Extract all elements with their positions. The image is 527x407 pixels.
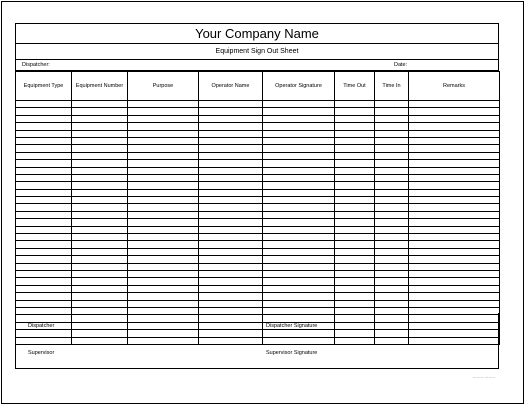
- table-cell[interactable]: [199, 211, 263, 218]
- table-row: [16, 226, 500, 233]
- table-cell[interactable]: [335, 248, 375, 255]
- table-cell[interactable]: [72, 182, 128, 189]
- table-cell[interactable]: [16, 278, 72, 285]
- table-body: [16, 101, 500, 345]
- table-cell[interactable]: [335, 204, 375, 211]
- table-cell[interactable]: [72, 263, 128, 270]
- table-cell[interactable]: [128, 167, 199, 174]
- table-row: [16, 182, 500, 189]
- table-cell[interactable]: [263, 204, 335, 211]
- dispatcher-signature-field-line[interactable]: [336, 329, 486, 330]
- table-cell[interactable]: [128, 137, 199, 144]
- table-cell[interactable]: [263, 189, 335, 196]
- table-cell[interactable]: [16, 248, 72, 255]
- table-cell[interactable]: [128, 123, 199, 130]
- table-cell[interactable]: [409, 145, 500, 152]
- table-cell[interactable]: [128, 174, 199, 181]
- table-cell[interactable]: [199, 300, 263, 307]
- table-cell[interactable]: [263, 300, 335, 307]
- table-cell[interactable]: [409, 211, 500, 218]
- table-cell[interactable]: [263, 167, 335, 174]
- table-cell[interactable]: [409, 226, 500, 233]
- table-cell[interactable]: [72, 293, 128, 300]
- column-header-operator-signature: Operator Signature: [263, 72, 335, 101]
- table-cell[interactable]: [335, 123, 375, 130]
- table-cell[interactable]: [199, 123, 263, 130]
- table-cell[interactable]: [263, 234, 335, 241]
- table-cell[interactable]: [335, 115, 375, 122]
- table-cell[interactable]: [72, 270, 128, 277]
- table-cell[interactable]: [72, 130, 128, 137]
- table-cell[interactable]: [375, 241, 409, 248]
- table-cell[interactable]: [409, 270, 500, 277]
- date-label: Date:: [394, 62, 408, 68]
- table-cell[interactable]: [16, 189, 72, 196]
- table-cell[interactable]: [199, 293, 263, 300]
- table-cell[interactable]: [128, 278, 199, 285]
- table-cell[interactable]: [375, 160, 409, 167]
- table-cell[interactable]: [263, 211, 335, 218]
- table-cell[interactable]: [375, 263, 409, 270]
- table-cell[interactable]: [16, 293, 72, 300]
- table-cell[interactable]: [72, 219, 128, 226]
- table-cell[interactable]: [128, 197, 199, 204]
- table-cell[interactable]: [375, 108, 409, 115]
- table-cell[interactable]: [375, 285, 409, 292]
- table-cell[interactable]: [263, 137, 335, 144]
- table-header-row: [16, 72, 500, 101]
- table-cell[interactable]: [16, 234, 72, 241]
- table-cell[interactable]: [409, 300, 500, 307]
- table-cell[interactable]: [72, 174, 128, 181]
- table-row: [16, 263, 500, 270]
- signature-footer: [15, 313, 499, 369]
- table-cell[interactable]: [375, 219, 409, 226]
- table-cell[interactable]: [199, 234, 263, 241]
- table-cell[interactable]: [128, 204, 199, 211]
- table-cell[interactable]: [335, 197, 375, 204]
- table-cell[interactable]: [16, 197, 72, 204]
- table-cell[interactable]: [199, 219, 263, 226]
- table-cell[interactable]: [128, 160, 199, 167]
- table-cell[interactable]: [16, 285, 72, 292]
- table-cell[interactable]: [72, 101, 128, 108]
- table-cell[interactable]: [16, 174, 72, 181]
- table-row: [16, 197, 500, 204]
- table-cell[interactable]: [128, 300, 199, 307]
- table-cell[interactable]: [409, 204, 500, 211]
- table-cell[interactable]: [128, 108, 199, 115]
- table-cell[interactable]: [375, 101, 409, 108]
- table-row: [16, 270, 500, 277]
- table-cell[interactable]: [72, 108, 128, 115]
- table-cell[interactable]: [335, 152, 375, 159]
- table-row: [16, 108, 500, 115]
- column-header-time-in: Time In: [375, 72, 409, 101]
- table-cell[interactable]: [16, 145, 72, 152]
- table-cell[interactable]: [16, 101, 72, 108]
- table-cell[interactable]: [72, 300, 128, 307]
- table-cell[interactable]: [199, 285, 263, 292]
- table-cell[interactable]: [335, 285, 375, 292]
- table-cell[interactable]: [375, 115, 409, 122]
- table-cell[interactable]: [199, 263, 263, 270]
- table-cell[interactable]: [72, 278, 128, 285]
- table-row: [16, 285, 500, 292]
- table-cell[interactable]: [199, 226, 263, 233]
- table-row: [16, 211, 500, 218]
- table-cell[interactable]: [263, 256, 335, 263]
- table-cell[interactable]: [16, 204, 72, 211]
- table-cell[interactable]: [263, 241, 335, 248]
- table-cell[interactable]: [263, 174, 335, 181]
- table-cell[interactable]: [335, 256, 375, 263]
- table-cell[interactable]: [409, 293, 500, 300]
- table-row: [16, 167, 500, 174]
- table-cell[interactable]: [409, 234, 500, 241]
- table-cell[interactable]: [409, 197, 500, 204]
- table-cell[interactable]: [128, 101, 199, 108]
- table-cell[interactable]: [263, 270, 335, 277]
- sheet-title: Equipment Sign Out Sheet: [15, 44, 499, 60]
- table-cell[interactable]: [199, 182, 263, 189]
- table-cell[interactable]: [335, 101, 375, 108]
- table-cell[interactable]: [199, 108, 263, 115]
- column-header-operator-name: Operator Name: [199, 72, 263, 101]
- table-cell[interactable]: [128, 248, 199, 255]
- table-cell[interactable]: [16, 219, 72, 226]
- table-cell[interactable]: [72, 137, 128, 144]
- table-cell[interactable]: [409, 182, 500, 189]
- table-cell[interactable]: [128, 152, 199, 159]
- table-cell[interactable]: [335, 211, 375, 218]
- table-cell[interactable]: [16, 226, 72, 233]
- table-cell[interactable]: [72, 197, 128, 204]
- table-cell[interactable]: [128, 211, 199, 218]
- table-cell[interactable]: [409, 285, 500, 292]
- table-cell[interactable]: [375, 248, 409, 255]
- table-cell[interactable]: [263, 108, 335, 115]
- footer-supervisor-label: Supervisor: [28, 350, 55, 356]
- table-cell[interactable]: [199, 241, 263, 248]
- table-cell[interactable]: [263, 130, 335, 137]
- table-cell[interactable]: [263, 293, 335, 300]
- table-cell[interactable]: [409, 241, 500, 248]
- table-cell[interactable]: [128, 234, 199, 241]
- dispatcher-signature-line[interactable]: [72, 329, 198, 330]
- table-cell[interactable]: [199, 167, 263, 174]
- sign-out-table: [15, 71, 500, 345]
- table-cell[interactable]: [375, 211, 409, 218]
- table-cell[interactable]: [72, 256, 128, 263]
- table-cell[interactable]: [409, 108, 500, 115]
- table-cell[interactable]: [128, 219, 199, 226]
- table-cell[interactable]: [16, 263, 72, 270]
- table-cell[interactable]: [409, 278, 500, 285]
- table-cell[interactable]: [375, 204, 409, 211]
- table-cell[interactable]: [72, 145, 128, 152]
- table-cell[interactable]: [375, 123, 409, 130]
- table-cell[interactable]: [335, 160, 375, 167]
- table-row: [16, 123, 500, 130]
- table-row: [16, 189, 500, 196]
- table-cell[interactable]: [335, 189, 375, 196]
- table-cell[interactable]: [199, 270, 263, 277]
- table-cell[interactable]: [409, 123, 500, 130]
- table-row: [16, 234, 500, 241]
- table-row: [16, 204, 500, 211]
- table-cell[interactable]: [409, 174, 500, 181]
- table-cell[interactable]: [335, 270, 375, 277]
- table-cell[interactable]: [72, 167, 128, 174]
- table-cell[interactable]: [199, 130, 263, 137]
- table-row: [16, 152, 500, 159]
- table-cell[interactable]: [128, 145, 199, 152]
- table-row: [16, 160, 500, 167]
- table-row: [16, 145, 500, 152]
- table-cell[interactable]: [375, 152, 409, 159]
- footer-supervisor-signature-label: Supervisor Signature: [266, 350, 318, 356]
- table-cell[interactable]: [72, 226, 128, 233]
- table-cell[interactable]: [335, 174, 375, 181]
- table-cell[interactable]: [128, 115, 199, 122]
- table-cell[interactable]: [16, 130, 72, 137]
- table-cell[interactable]: [199, 278, 263, 285]
- table-row: [16, 174, 500, 181]
- table-cell[interactable]: [72, 234, 128, 241]
- table-cell[interactable]: [72, 211, 128, 218]
- table-cell[interactable]: [72, 204, 128, 211]
- table-cell[interactable]: [375, 182, 409, 189]
- table-cell[interactable]: [72, 160, 128, 167]
- table-row: [16, 219, 500, 226]
- column-header-equipment-number: Equipment Number: [72, 72, 128, 101]
- table-cell[interactable]: [375, 137, 409, 144]
- table-cell[interactable]: [375, 300, 409, 307]
- table-cell[interactable]: [72, 189, 128, 196]
- table-cell[interactable]: [16, 123, 72, 130]
- table-cell[interactable]: [263, 115, 335, 122]
- column-header-remarks: Remarks: [409, 72, 500, 101]
- table-cell[interactable]: [335, 137, 375, 144]
- table-cell[interactable]: [16, 167, 72, 174]
- table-row: [16, 293, 500, 300]
- table-cell[interactable]: [16, 241, 72, 248]
- table-cell[interactable]: [199, 189, 263, 196]
- table-cell[interactable]: [335, 234, 375, 241]
- table-cell[interactable]: [16, 137, 72, 144]
- table-cell[interactable]: [409, 248, 500, 255]
- table-cell[interactable]: [335, 278, 375, 285]
- table-cell[interactable]: [72, 123, 128, 130]
- table-cell[interactable]: [263, 219, 335, 226]
- table-cell[interactable]: [72, 115, 128, 122]
- table-cell[interactable]: [128, 182, 199, 189]
- table-cell[interactable]: [72, 248, 128, 255]
- table-cell[interactable]: [409, 101, 500, 108]
- table-cell[interactable]: [199, 101, 263, 108]
- table-cell[interactable]: [263, 285, 335, 292]
- table-cell[interactable]: [335, 130, 375, 137]
- table-cell[interactable]: [409, 219, 500, 226]
- table-cell[interactable]: [335, 263, 375, 270]
- table-cell[interactable]: [375, 174, 409, 181]
- table-row: [16, 248, 500, 255]
- dispatcher-date-row: [15, 60, 499, 71]
- table-cell[interactable]: [128, 270, 199, 277]
- table-cell[interactable]: [335, 293, 375, 300]
- table-cell[interactable]: [199, 248, 263, 255]
- table-cell[interactable]: [199, 174, 263, 181]
- table-cell[interactable]: [16, 256, 72, 263]
- table-cell[interactable]: [199, 256, 263, 263]
- table-cell[interactable]: [375, 145, 409, 152]
- table-cell[interactable]: [263, 226, 335, 233]
- table-cell[interactable]: [199, 137, 263, 144]
- dispatcher-label: Dispatcher:: [22, 62, 50, 68]
- table-cell[interactable]: [128, 256, 199, 263]
- table-cell[interactable]: [263, 160, 335, 167]
- table-cell[interactable]: [335, 241, 375, 248]
- table-cell[interactable]: [409, 115, 500, 122]
- table-row: [16, 300, 500, 307]
- footer-dispatcher-signature-label: Dispatcher Signature: [266, 323, 318, 329]
- table-cell[interactable]: [72, 241, 128, 248]
- table-cell[interactable]: [72, 152, 128, 159]
- company-name-title: Your Company Name: [15, 23, 499, 44]
- table-cell[interactable]: [335, 182, 375, 189]
- table-cell[interactable]: [16, 115, 72, 122]
- watermark-credit: ········ ········: [472, 375, 495, 380]
- table-cell[interactable]: [263, 197, 335, 204]
- table-cell[interactable]: [16, 152, 72, 159]
- table-cell[interactable]: [409, 167, 500, 174]
- column-header-time-out: Time Out: [335, 72, 375, 101]
- table-row: [16, 137, 500, 144]
- table-cell[interactable]: [16, 211, 72, 218]
- table-cell[interactable]: [263, 145, 335, 152]
- table-cell[interactable]: [199, 145, 263, 152]
- table-cell[interactable]: [16, 160, 72, 167]
- table-cell[interactable]: [409, 189, 500, 196]
- table-cell[interactable]: [16, 182, 72, 189]
- table-cell[interactable]: [263, 182, 335, 189]
- table-cell[interactable]: [16, 300, 72, 307]
- table-cell[interactable]: [128, 241, 199, 248]
- table-cell[interactable]: [409, 130, 500, 137]
- table-cell[interactable]: [263, 152, 335, 159]
- table-cell[interactable]: [375, 293, 409, 300]
- table-cell[interactable]: [409, 256, 500, 263]
- table-cell[interactable]: [409, 152, 500, 159]
- table-cell[interactable]: [375, 167, 409, 174]
- table-cell[interactable]: [409, 160, 500, 167]
- table-cell[interactable]: [199, 115, 263, 122]
- table-cell[interactable]: [128, 226, 199, 233]
- table-cell[interactable]: [263, 278, 335, 285]
- table-cell[interactable]: [375, 130, 409, 137]
- table-cell[interactable]: [375, 270, 409, 277]
- table-cell[interactable]: [335, 108, 375, 115]
- table-cell[interactable]: [335, 300, 375, 307]
- table-cell[interactable]: [263, 123, 335, 130]
- column-header-purpose: Purpose: [128, 72, 199, 101]
- table-row: [16, 130, 500, 137]
- table-cell[interactable]: [375, 278, 409, 285]
- table-cell[interactable]: [128, 285, 199, 292]
- table-cell[interactable]: [375, 256, 409, 263]
- table-row: [16, 256, 500, 263]
- footer-dispatcher-label: Dispatcher: [28, 323, 55, 329]
- table-row: [16, 115, 500, 122]
- table-cell[interactable]: [409, 137, 500, 144]
- table-cell[interactable]: [128, 189, 199, 196]
- table-cell[interactable]: [335, 219, 375, 226]
- table-cell[interactable]: [335, 226, 375, 233]
- table-cell[interactable]: [128, 293, 199, 300]
- table-cell[interactable]: [199, 204, 263, 211]
- table-cell[interactable]: [263, 101, 335, 108]
- table-cell[interactable]: [72, 285, 128, 292]
- table-cell[interactable]: [128, 263, 199, 270]
- table-cell[interactable]: [16, 270, 72, 277]
- table-cell[interactable]: [375, 234, 409, 241]
- table-row: [16, 241, 500, 248]
- table-cell[interactable]: [263, 248, 335, 255]
- table-row: [16, 278, 500, 285]
- table-cell[interactable]: [199, 197, 263, 204]
- table-cell[interactable]: [375, 197, 409, 204]
- table-cell[interactable]: [16, 108, 72, 115]
- table-cell[interactable]: [263, 263, 335, 270]
- table-cell[interactable]: [199, 152, 263, 159]
- table-cell[interactable]: [409, 263, 500, 270]
- table-cell[interactable]: [335, 145, 375, 152]
- table-cell[interactable]: [335, 167, 375, 174]
- table-cell[interactable]: [375, 189, 409, 196]
- column-header-equipment-type: Equipment Type: [16, 72, 72, 101]
- table-cell[interactable]: [199, 160, 263, 167]
- table-cell[interactable]: [128, 130, 199, 137]
- table-row: [16, 101, 500, 108]
- table-cell[interactable]: [375, 226, 409, 233]
